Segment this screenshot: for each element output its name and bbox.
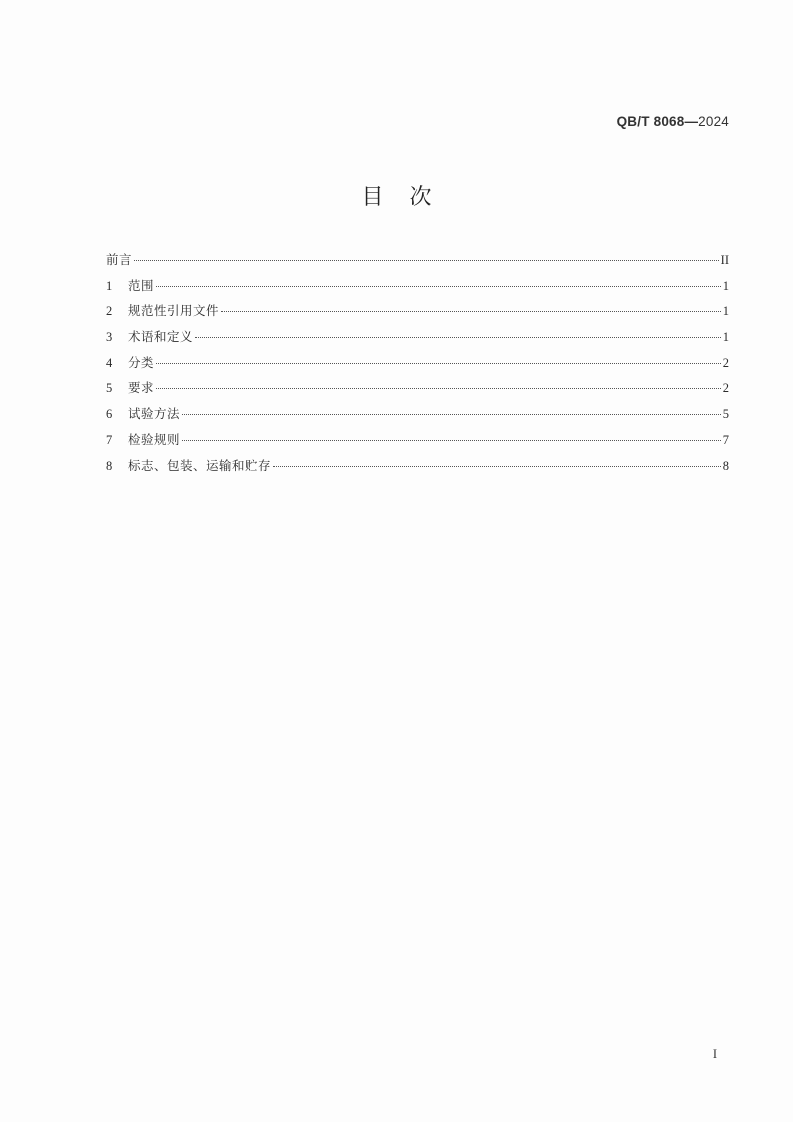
toc-entry-label: 分类 — [128, 354, 155, 370]
standard-code-separator: — — [684, 114, 699, 129]
toc-entry-terms-definitions[interactable] — [106, 324, 729, 350]
toc-entry-label: 术语和定义 — [128, 329, 194, 345]
toc-entry-page: 7 — [722, 432, 729, 447]
toc-leader-dots — [156, 286, 721, 287]
toc-entry-number: 5 — [106, 381, 113, 396]
toc-leader-dots — [182, 414, 721, 415]
toc-entry-scope[interactable] — [106, 273, 729, 299]
table-of-contents — [106, 247, 729, 478]
toc-leader-dots — [182, 440, 721, 441]
page-title: 目次 — [361, 185, 458, 210]
toc-entry-number: 8 — [106, 458, 113, 473]
toc-entry-page: 1 — [722, 330, 729, 345]
toc-entry-requirements[interactable] — [106, 375, 729, 401]
toc-entry-marking-packaging[interactable] — [106, 453, 729, 479]
toc-entry-label: 范围 — [128, 277, 155, 293]
toc-leader-dots — [156, 388, 721, 389]
toc-entry-number: 4 — [106, 355, 113, 370]
toc-entry-number: 2 — [106, 304, 113, 319]
toc-entry-page: 1 — [722, 278, 729, 293]
toc-entry-label: 试验方法 — [128, 406, 181, 422]
toc-entry-page: 1 — [722, 304, 729, 319]
toc-entry-number: 1 — [106, 278, 113, 293]
toc-entry-foreword[interactable] — [106, 247, 729, 273]
toc-entry-page: 2 — [722, 381, 729, 396]
toc-entry-classification[interactable] — [106, 350, 729, 376]
toc-leader-dots — [195, 337, 721, 338]
toc-entry-normative-references[interactable] — [106, 298, 729, 324]
toc-entry-label: 检验规则 — [128, 431, 181, 447]
page-number: I — [712, 1047, 717, 1061]
toc-leader-dots — [221, 311, 721, 312]
toc-leader-dots — [156, 363, 721, 364]
toc-entry-label: 规范性引用文件 — [128, 303, 220, 319]
toc-leader-dots — [134, 260, 719, 261]
toc-entry-number: 3 — [106, 330, 113, 345]
toc-entry-page: 2 — [722, 355, 729, 370]
standard-code-prefix: QB/T 8068 — [616, 114, 685, 129]
toc-leader-dots — [273, 466, 721, 467]
toc-entry-label: 要求 — [128, 380, 155, 396]
toc-entry-page: 8 — [722, 458, 729, 473]
toc-entry-number: 7 — [106, 432, 113, 447]
toc-entry-page: 5 — [722, 407, 729, 422]
toc-entry-page: II — [720, 253, 729, 267]
toc-entry-number: 6 — [106, 407, 113, 422]
toc-entry-label: 前言 — [106, 252, 133, 267]
toc-entry-inspection-rules[interactable] — [106, 427, 729, 453]
toc-entry-test-methods[interactable] — [106, 401, 729, 427]
toc-entry-label: 标志、包装、运输和贮存 — [128, 457, 272, 473]
standard-code — [617, 114, 729, 129]
standard-code-year: 2024 — [698, 114, 729, 129]
